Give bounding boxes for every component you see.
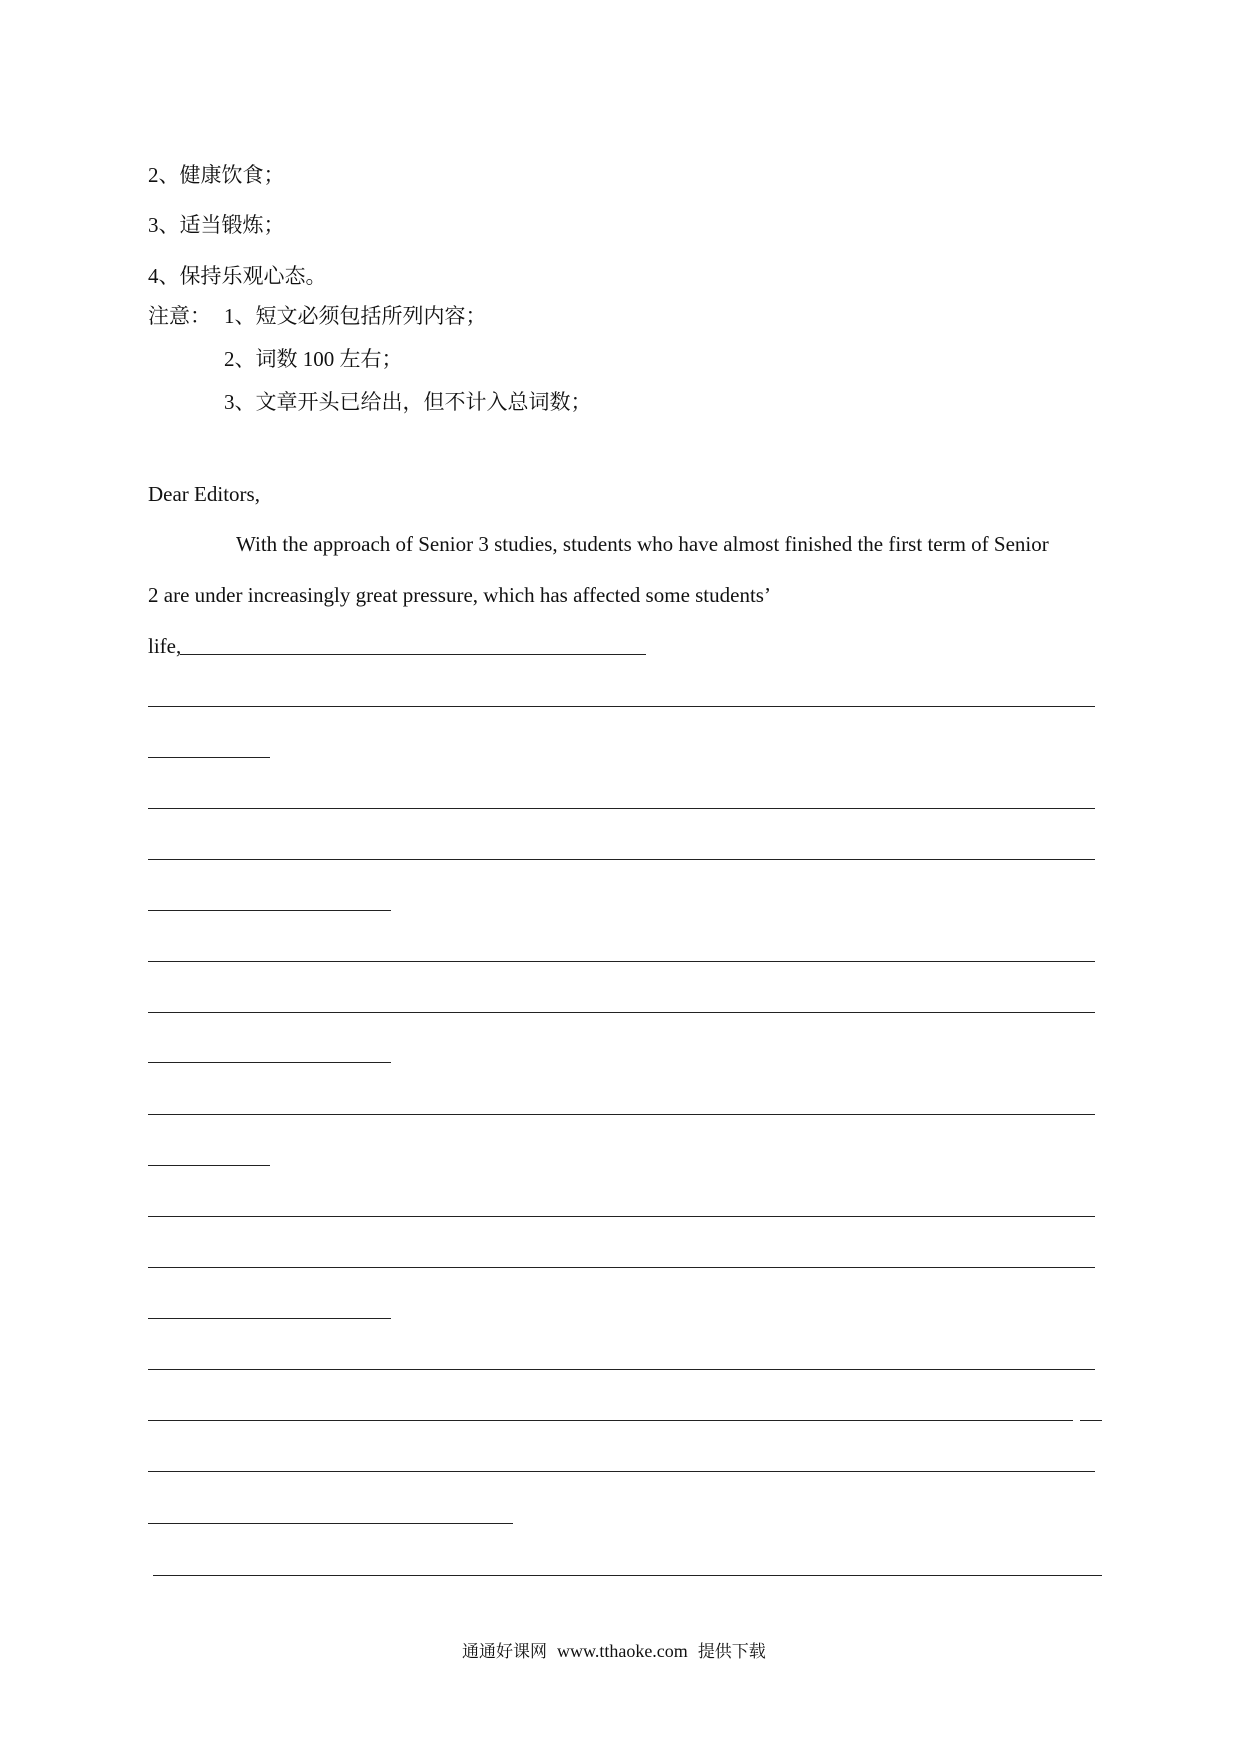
letter-line-2: 2 are under increasingly great pressure, which has affected some students’ xyxy=(148,583,771,607)
writing-blank[interactable] xyxy=(148,1471,1095,1472)
writing-blank[interactable] xyxy=(148,859,1095,860)
letter-line-3-start: life, xyxy=(148,634,182,658)
writing-blank[interactable] xyxy=(148,910,391,911)
writing-blank[interactable] xyxy=(148,961,1095,962)
point-2: 2、健康饮食； xyxy=(148,163,285,187)
writing-blank[interactable] xyxy=(148,1012,1095,1013)
writing-blank[interactable] xyxy=(180,654,646,655)
writing-blank[interactable] xyxy=(148,1216,1095,1217)
writing-blank[interactable] xyxy=(148,706,1095,707)
letter-salutation: Dear Editors, xyxy=(148,482,260,506)
writing-blank[interactable] xyxy=(1080,1420,1102,1421)
point-4: 4、保持乐观心态。 xyxy=(148,264,327,288)
writing-blank[interactable] xyxy=(148,1267,1095,1268)
point-3: 3、适当锻炼； xyxy=(148,213,285,237)
note-item-3: 3、文章开头已给出，但不计入总词数； xyxy=(224,390,592,414)
writing-blank[interactable] xyxy=(148,1165,270,1166)
page-footer xyxy=(462,1640,766,1663)
writing-blank[interactable] xyxy=(148,1114,1095,1115)
footer-url[interactable]: www.tthaoke.com xyxy=(557,1641,688,1661)
notes-label: 注意： xyxy=(148,304,211,328)
writing-blank[interactable] xyxy=(148,1369,1095,1370)
writing-blank[interactable] xyxy=(148,808,1095,809)
writing-blank[interactable] xyxy=(153,1575,1102,1576)
writing-blank[interactable] xyxy=(148,1523,513,1524)
note-item-1: 1、短文必须包括所列内容； xyxy=(224,304,487,328)
letter-line-1: With the approach of Senior 3 studies, students who have almost finished the first term of Senior xyxy=(236,532,1049,556)
writing-blank[interactable] xyxy=(148,1420,1073,1421)
footer-site-name: 通通好课网 xyxy=(462,1642,547,1662)
writing-blank[interactable] xyxy=(148,1318,391,1319)
note-item-2: 2、词数 100 左右； xyxy=(224,347,403,371)
footer-suffix: 提供下载 xyxy=(697,1642,766,1662)
writing-blank[interactable] xyxy=(148,757,270,758)
writing-blank[interactable] xyxy=(148,1062,391,1063)
